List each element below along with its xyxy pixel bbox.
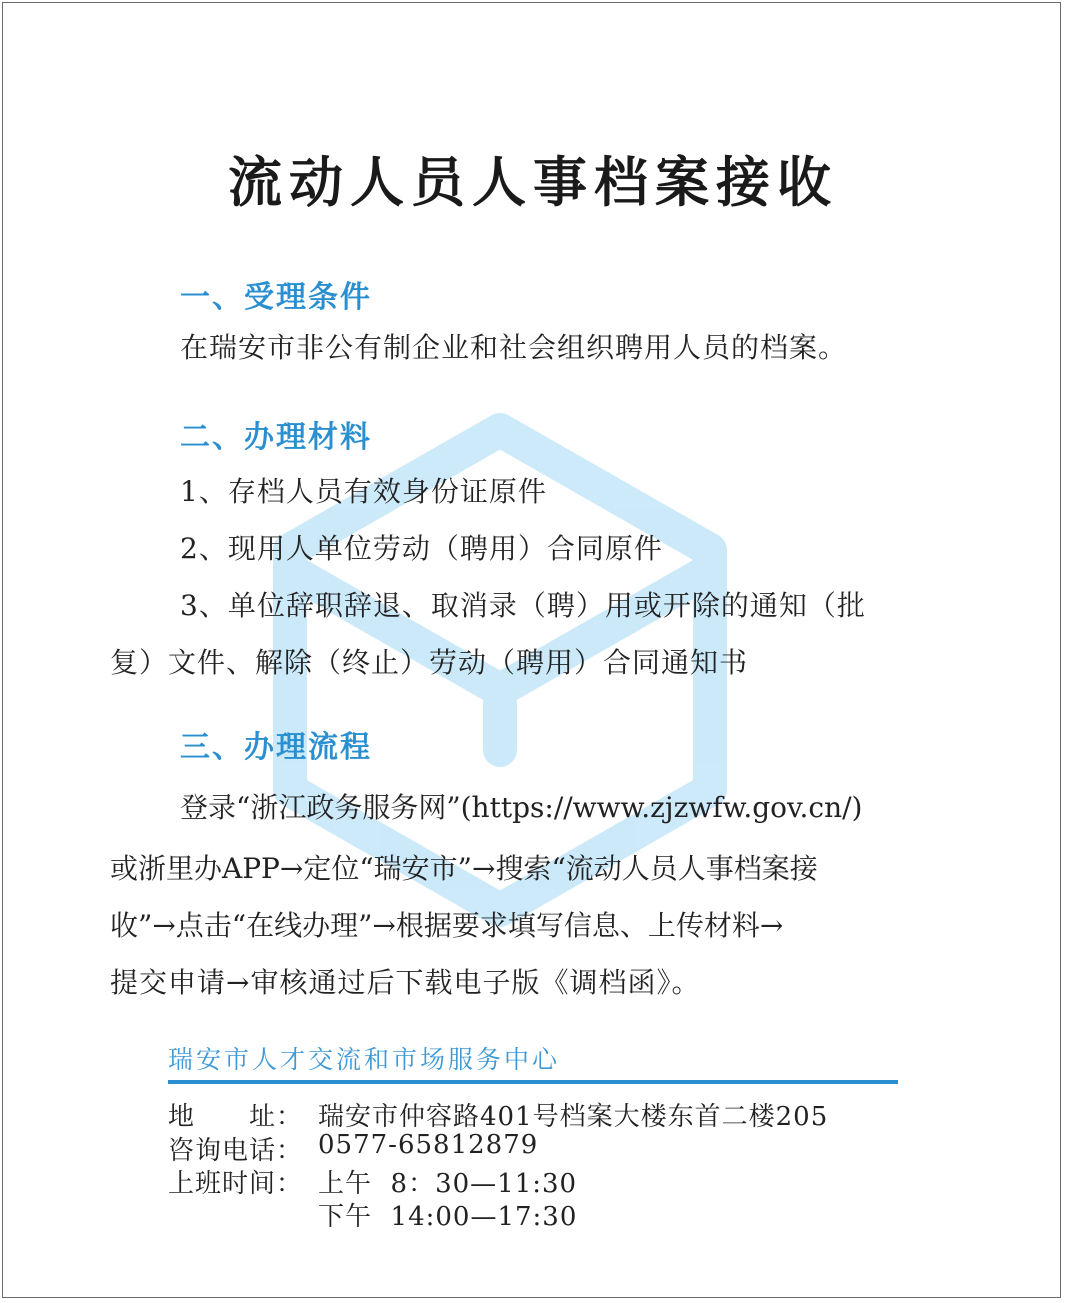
phone-value: 0577-65812879 [318, 1130, 539, 1160]
section-heading-materials: 二、办理材料 [180, 420, 372, 455]
footer-divider [168, 1080, 898, 1084]
material-item: 1、存档人员有效身份证原件 [180, 475, 547, 508]
material-item-continued: 复）文件、解除（终止）劳动（聘用）合同通知书 [110, 646, 749, 679]
address-label: 地 址： [168, 1102, 304, 1132]
process-text-line: 提交申请→审核通过后下载电子版《调档函》。 [110, 966, 701, 999]
process-text-line: 登录“浙江政务服务网”(https://www.zjzwfw.gov.cn/) [180, 791, 863, 824]
process-text-line: 收”→点击“在线办理”→根据要求填写信息、上传材料→ [110, 909, 784, 942]
material-item: 3、单位辞职辞退、取消录（聘）用或开除的通知（批 [180, 589, 866, 622]
hours-morning: 上午 8：30—11:30 [318, 1169, 578, 1199]
footer-organization: 瑞安市人才交流和市场服务中心 [168, 1045, 561, 1074]
phone-label: 咨询电话： [168, 1136, 304, 1166]
section-heading-conditions: 一、受理条件 [180, 280, 372, 315]
hours-label: 上班时间： [168, 1169, 304, 1199]
conditions-text: 在瑞安市非公有制企业和社会组织聘用人员的档案。 [180, 331, 848, 364]
page-title: 流动人员人事档案接收 [228, 150, 838, 214]
process-text-line: 或浙里办APP→定位“瑞安市”→搜索“流动人员人事档案接 [110, 852, 818, 885]
address-value: 瑞安市仲容路401号档案大楼东首二楼205 [318, 1102, 829, 1132]
section-heading-process: 三、办理流程 [180, 730, 372, 765]
material-item: 2、现用人单位劳动（聘用）合同原件 [180, 532, 663, 565]
hours-afternoon: 下午 14:00—17:30 [318, 1202, 578, 1232]
